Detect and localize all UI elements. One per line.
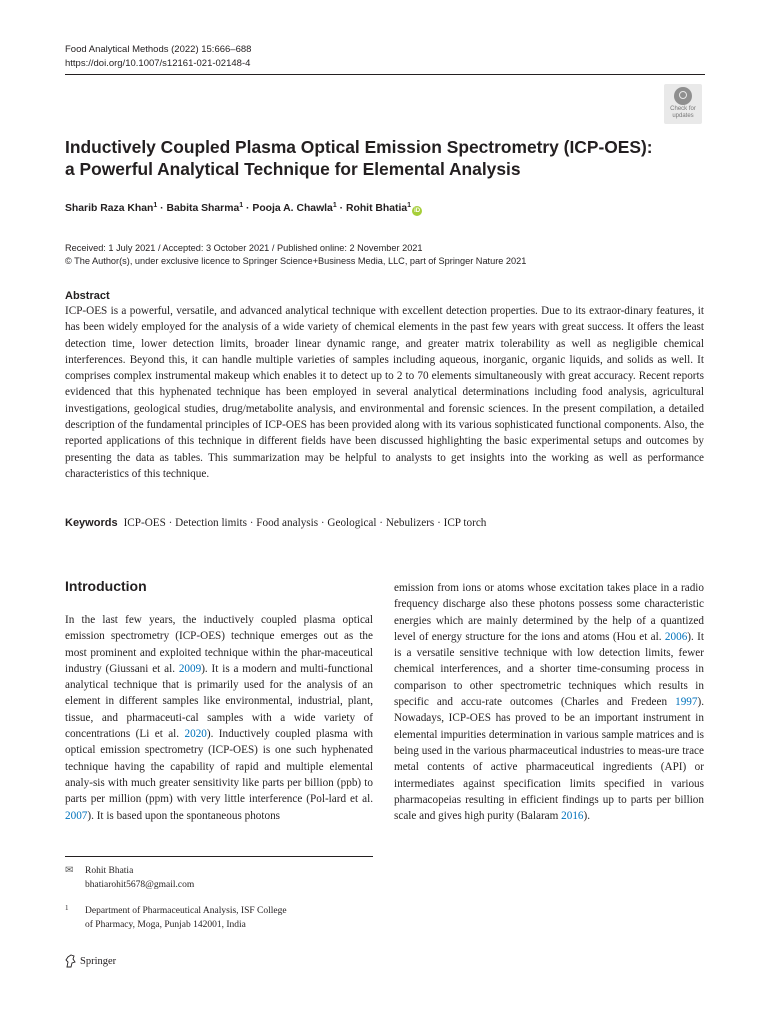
keywords-list: ICP-OES · Detection limits · Food analysis · Geological · Nebulizers · ICP torch <box>123 517 487 529</box>
body-text: ). It is based upon the spontaneous photons <box>87 809 281 822</box>
journal-citation: Food Analytical Methods (2022) 15:666–688 <box>65 44 252 55</box>
body-text: emission from ions or atoms whose excitation takes place in a radio frequency discharge also these photons possess some characteristic energies which are mainly determined by the help of a quantized level of energy structure for the ions and atoms (Hou et al. <box>394 582 704 643</box>
copyright-line: © The Author(s), under exclusive licence to Springer Science+Business Media, LLC, part of Springer Nature 2021 <box>65 256 527 266</box>
body-text: ). It is a versatile sensitive technique with low detection limits, fewer chemical interferences, and a shorter time-consuming process in comparison to other spectrometric techniques which results in specific and accu-rate outcomes (Charles and Fredeen <box>394 630 704 709</box>
abstract-heading: Abstract <box>65 290 110 302</box>
body-text: ). Inductively coupled plasma with optical emission spectrometry (ICP-OES) is one such hyphenated technique having the capability of rapid and multiple elemental analy-sis with much greater sensitivity like parts per billion (ppb) to parts per million (ppm) with very little interference (Pol-lard et al. <box>65 728 373 806</box>
citation-year-link[interactable]: 2020 <box>184 728 207 741</box>
author-list <box>65 203 422 216</box>
keywords-heading: Keywords <box>65 517 118 529</box>
body-text: ). <box>583 810 591 823</box>
introduction-right-column <box>394 580 704 824</box>
publisher-footer <box>65 954 116 968</box>
author-affiliation-mark: 1 <box>332 202 337 209</box>
introduction-heading: Introduction <box>65 578 147 594</box>
publisher-name: Springer <box>80 955 117 967</box>
title-line-2: a Powerful Analytical Technique for Elemental Analysis <box>65 159 521 179</box>
author-affiliation-mark: 1 <box>407 202 412 209</box>
citation-year-link[interactable]: 2016 <box>561 810 584 823</box>
citation-year-link[interactable]: 2007 <box>65 809 88 822</box>
affiliation-line-1: Department of Pharmaceutical Analysis, ISF College <box>85 906 287 916</box>
body-text: ). Nowadays, ICP-OES has proved to be an important instrument in elemental impurities determination in various sample matrices and is being used in the various pharmaceutical industries to meas-ure trace metal contents of active pharmaceutical ingredients (API) or intermediates against specification limits specified in various pharmacopeias resulting in efficient findings up to parts per billion scale and gives high purity (Balaram <box>394 696 704 823</box>
dates-line: Received: 1 July 2021 / Accepted: 3 October 2021 / Published online: 2 November 2021 <box>65 243 423 253</box>
introduction-left-column <box>65 612 373 824</box>
badge-line1: Check for <box>670 106 696 112</box>
contact-name: Rohit Bhatia <box>85 866 134 876</box>
footnote-divider <box>65 856 373 857</box>
doi-link[interactable]: https://doi.org/10.1007/s12161-021-02148-4 <box>65 57 251 69</box>
corresponding-author <box>65 864 194 892</box>
contact-email[interactable]: bhatiarohit5678@gmail.com <box>85 879 195 890</box>
badge-line2: updates <box>672 113 694 119</box>
update-circle-icon <box>674 87 692 105</box>
affiliation-number: 1 <box>65 904 69 912</box>
author-affiliation-mark: 1 <box>153 202 158 209</box>
springer-horse-icon <box>65 954 76 968</box>
author-affiliation-mark: 1 <box>239 202 244 209</box>
author-separator: · <box>157 203 167 214</box>
citation-year-link[interactable]: 1997 <box>675 696 698 709</box>
author-name[interactable]: Babita Sharma <box>166 203 240 214</box>
affiliation-line-2: of Pharmacy, Moga, Punjab 142001, India <box>85 919 246 930</box>
orcid-icon[interactable]: iD <box>414 208 421 214</box>
title-line-1: Inductively Coupled Plasma Optical Emission Spectrometry (ICP-OES): <box>65 137 653 157</box>
journal-info <box>65 43 251 70</box>
affiliation-footnote <box>65 902 287 932</box>
body-text: In the last few years, the inductively coupled plasma optical emission spectrometry (ICP-OES) technique emerges out as the most prominent and exploited technique within the phar-maceutical industry (Giussani et al. <box>65 614 373 675</box>
paper-title <box>65 136 665 180</box>
author-separator: · <box>243 203 253 214</box>
envelope-icon: ✉ <box>65 865 74 876</box>
body-text: ). It is a modern and multi-functional analytical technique that is primarily used for the analysis of an element in different samples like environmental, industrial, plant, tissue, and pharmaceuti-cal samples with a wide variety of concentrations (Li et al. <box>65 662 373 741</box>
author-name[interactable]: Rohit Bhatia <box>345 203 408 214</box>
author-separator: · <box>336 203 346 214</box>
citation-year-link[interactable]: 2006 <box>664 630 688 643</box>
publication-dates <box>65 242 526 268</box>
citation-year-link[interactable]: 2009 <box>178 662 202 675</box>
author-name[interactable]: Pooja A. Chawla <box>252 203 333 214</box>
header-divider <box>65 74 705 75</box>
keywords <box>65 517 486 529</box>
abstract-text: ICP-OES is a powerful, versatile, and advanced analytical technique with excellent detection properties. Due to its extraor-dinary features, it has been widely employed for the analysis of a wide variety of chemical elements in the past few years with great success. It offers the least detection time, lower detection limits, broader linear dynamic range, and greater matrix tolerability as well as negligible chemical interferences. Beyond this, it can handle multiple varieties of samples including aqueous, inorganic, organic liquids, and solids as well. It comprises complex instrumental makeup which enables it to detect up to 2 to 70 elements simultaneously with great accuracy. Recent reports evidenced that this hyphenated technique has been employed in several analytical determinations including food analysis, agricultural investigations, geological studies, drug/metabolite analysis, and environmental and forensic sciences. In the present compilation, a detailed description of the fundamental principles of ICP-OES has been provided along with its various sophisticated functional components. Also, the reported applications of this technique in different fields have been discussed highlighting the basic experimental setups and outcomes by presenting the data as tables. This summarization may be helpful to analysts to get insights into the working as well as performance characteristics of this technique. <box>65 305 704 480</box>
author-name[interactable]: Sharib Raza Khan <box>65 203 154 214</box>
check-for-updates-icon[interactable] <box>664 84 702 124</box>
